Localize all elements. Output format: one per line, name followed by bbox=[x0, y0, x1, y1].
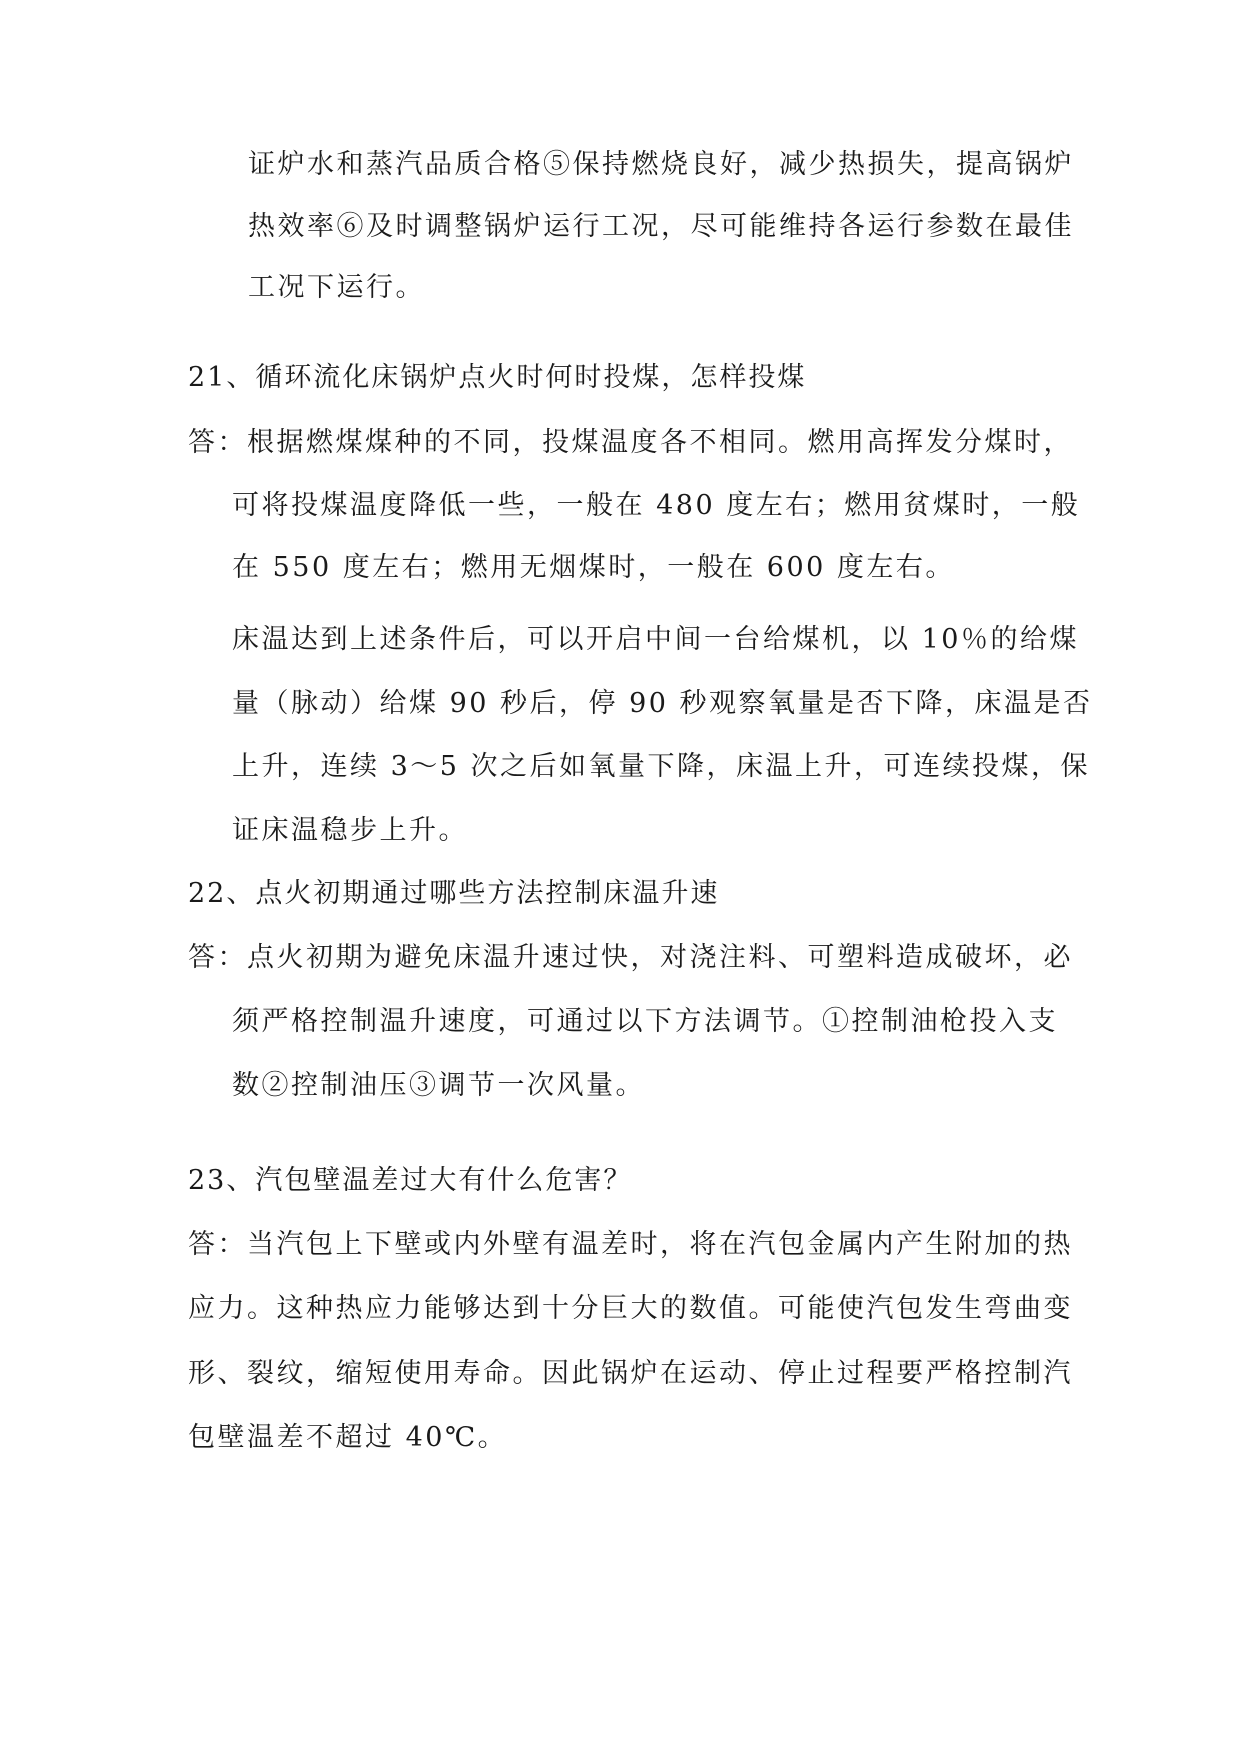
question-21-title: 21、循环流化床锅炉点火时何时投煤，怎样投煤 bbox=[188, 362, 807, 393]
q21-answer-line-5: 量（脉动）给煤 90 秒后，停 90 秒观察氧量是否下降，床温是否 bbox=[232, 688, 1093, 719]
q22-answer-line-2: 须严格控制温升速度，可通过以下方法调节。①控制油枪投入支 bbox=[232, 1006, 1058, 1037]
q23-answer-line-2: 应力。这种热应力能够达到十分巨大的数值。可能使汽包发生弯曲变 bbox=[188, 1293, 1073, 1324]
continuation-line-3: 工况下运行。 bbox=[248, 272, 425, 303]
q21-answer-line-7: 证床温稳步上升。 bbox=[232, 815, 468, 846]
question-23-title: 23、汽包壁温差过大有什么危害？ bbox=[188, 1165, 633, 1196]
q21-answer-line-2: 可将投煤温度降低一些，一般在 480 度左右；燃用贫煤时，一般 bbox=[232, 490, 1081, 521]
q23-answer-line-3: 形、裂纹，缩短使用寿命。因此锅炉在运动、停止过程要严格控制汽 bbox=[188, 1358, 1073, 1389]
question-22-title: 22、点火初期通过哪些方法控制床温升速 bbox=[188, 878, 720, 909]
q23-answer-line-1: 答：当汽包上下壁或内外壁有温差时，将在汽包金属内产生附加的热 bbox=[188, 1229, 1073, 1260]
q21-answer-line-3: 在 550 度左右；燃用无烟煤时，一般在 600 度左右。 bbox=[232, 552, 955, 583]
q23-answer-line-4: 包壁温差不超过 40℃。 bbox=[188, 1422, 508, 1453]
q22-answer-line-3: 数②控制油压③调节一次风量。 bbox=[232, 1070, 645, 1101]
q21-answer-line-1: 答：根据燃煤煤种的不同，投煤温度各不相同。燃用高挥发分煤时， bbox=[188, 427, 1073, 458]
q21-answer-line-6: 上升，连续 3～5 次之后如氧量下降，床温上升，可连续投煤，保 bbox=[232, 751, 1091, 782]
q21-answer-line-4: 床温达到上述条件后，可以开启中间一台给煤机，以 10％的给煤 bbox=[232, 624, 1079, 655]
q22-answer-line-1: 答：点火初期为避免床温升速过快，对浇注料、可塑料造成破坏，必 bbox=[188, 942, 1073, 973]
continuation-line-1: 证炉水和蒸汽品质合格⑤保持燃烧良好，减少热损失，提高锅炉 bbox=[248, 149, 1074, 180]
continuation-line-2: 热效率⑥及时调整锅炉运行工况，尽可能维持各运行参数在最佳 bbox=[248, 211, 1074, 242]
